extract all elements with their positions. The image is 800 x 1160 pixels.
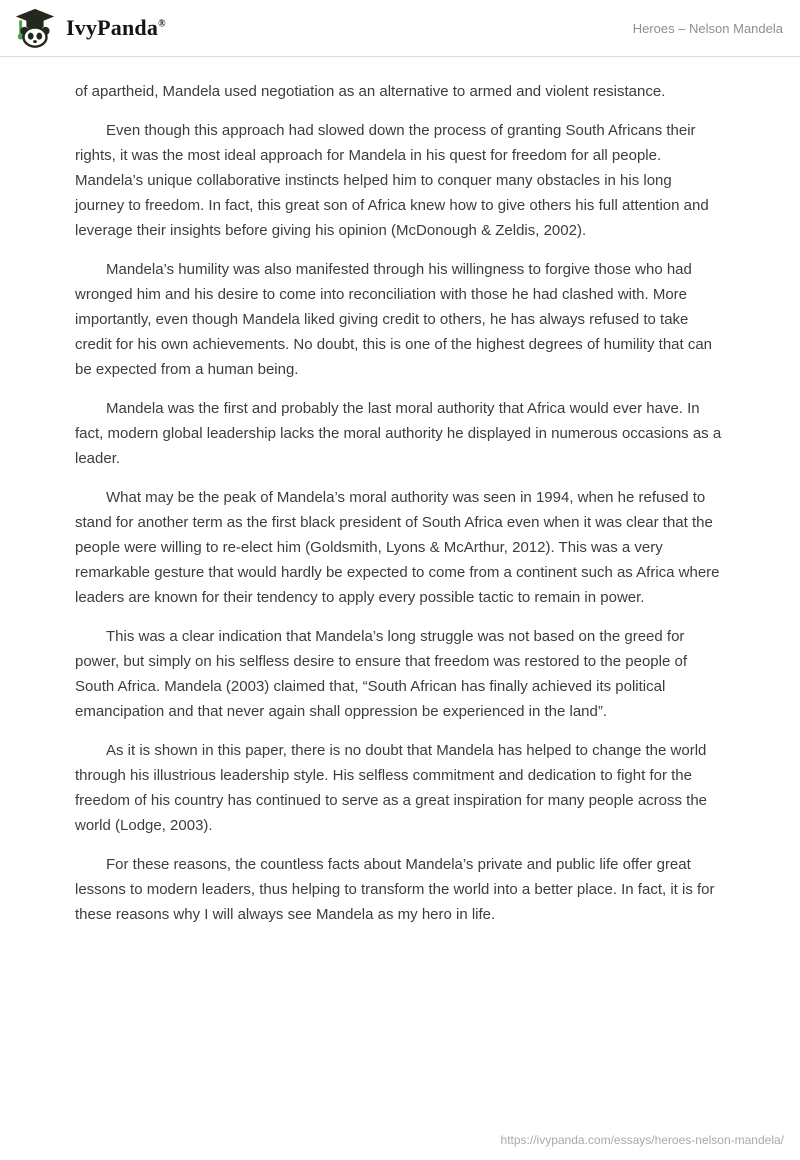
page-header	[0, 0, 800, 57]
document-title: Heroes – Nelson Mandela	[632, 20, 783, 36]
essay-paragraph: Even though this approach had slowed down the process of granting South Africans their rights, it was the most ideal approach for Mandela in his quest for freedom for all people. Mandela’s unique collaborative instincts helped him to conquer many obstacles in his long journey to freedom. In fact, this great son of Africa knew how to give others his full attention and leverage their insights before giving his opinion (McDonough & Zeldis, 2002).	[75, 122, 709, 239]
source-url: https://ivypanda.com/essays/heroes-nelson-mandela/	[500, 1133, 784, 1147]
brand-name	[66, 15, 166, 41]
registered-trademark: ®	[158, 18, 166, 30]
essay-paragraph: For these reasons, the countless facts about Mandela’s private and public life offer great lessons to modern leaders, thus helping to transform the world into a better place. In fact, it is for these reasons why I will always see Mandela as my hero in life.	[75, 856, 715, 923]
essay-paragraph: of apartheid, Mandela used negotiation as an alternative to armed and violent resistance.	[75, 83, 666, 100]
essay-paragraph: What may be the peak of Mandela’s moral authority was seen in 1994, when he refused to stand for another term as the first black president of South Africa even when it was clear that the people were willing to re-elect him (Goldsmith, Lyons & McArthur, 2012). This was a very remarkable gesture that would hardly be expected to come from a continent such as Africa where leaders are known for their tendency to apply every possible tactic to remain in power.	[75, 489, 720, 606]
brand-text: IvyPanda	[66, 15, 159, 40]
essay-paragraph: Mandela’s humility was also manifested through his willingness to forgive those who had wronged him and his desire to come into reconciliation with those he had clashed with. More importantly, even though Mandela liked giving credit to others, he has always refused to take credit for his own achievements. No doubt, this is one of the highest degrees of humility that can be expected from a human being.	[75, 261, 713, 378]
essay-paragraph: As it is shown in this paper, there is no doubt that Mandela has helped to change the world through his illustrious leadership style. His selfless commitment and dedication to fight for the freedom of his country has continued to serve as a great inspiration for many people across the world (Lodge, 2003).	[75, 742, 708, 834]
panda-graduation-cap-icon	[13, 6, 57, 50]
essay-paragraph: Mandela was the first and probably the last moral authority that Africa would ever have. In fact, modern global leadership lacks the moral authority he displayed in numerous occasions as a leader.	[75, 400, 722, 467]
ivypanda-logo	[13, 6, 166, 50]
essay-paragraph: This was a clear indication that Mandela’s long struggle was not based on the greed for power, but simply on his selfless desire to ensure that freedom was restored to the people of South Africa. Mandela (2003) claimed that, “South African has finally achieved its political emancipation and that never again shall oppression be experienced in the land”.	[75, 628, 687, 720]
essay-body	[0, 57, 800, 927]
